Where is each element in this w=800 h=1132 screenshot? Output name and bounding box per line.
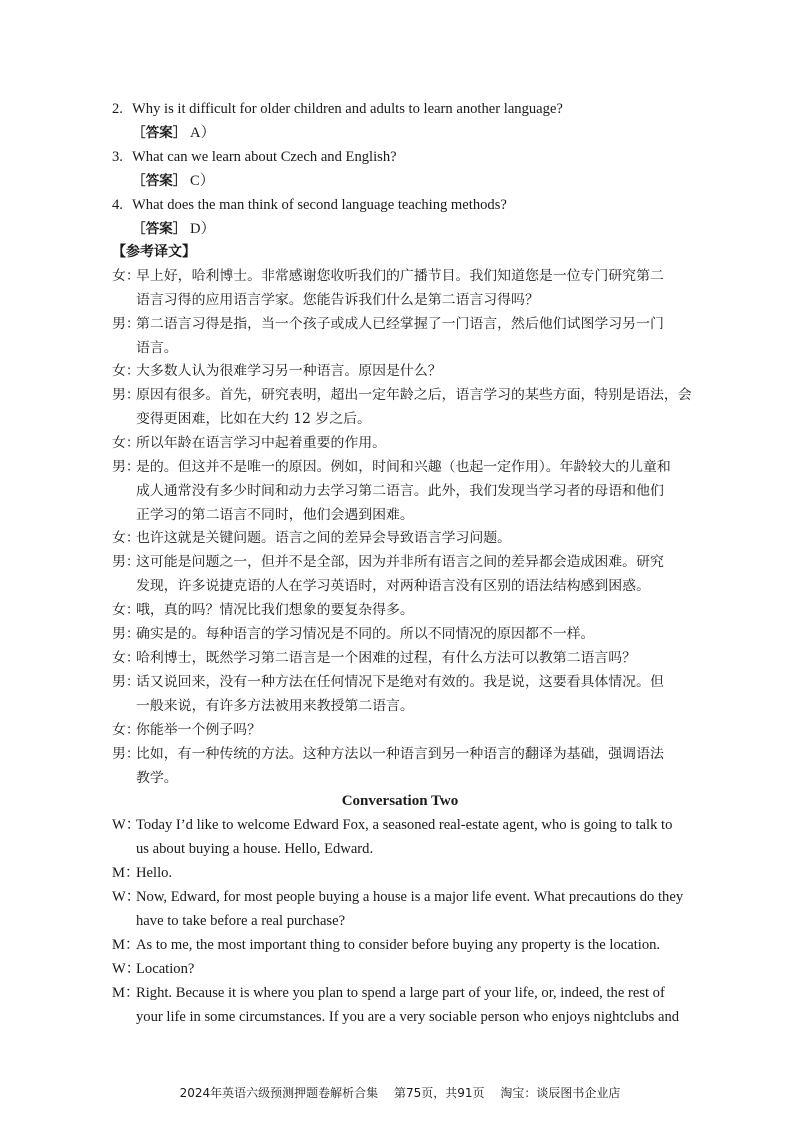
translation-line: 语言。: [136, 340, 178, 356]
dialogue-line: W：Today I’d like to welcome Edward Fox, a seasoned real-estate agent, who is going to talk to: [112, 817, 673, 833]
translation-line: 男：是的。但这并不是唯一的原因。例如，时间和兴趣（也起一定作用）。年龄较大的儿童和: [112, 459, 671, 475]
translation-line: 正学习的第二语言不同时，他们会遇到困难。: [136, 507, 414, 523]
translation-line: 男：话又说回来，没有一种方法在任何情况下是绝对有效的。我是说，这要看具体情况。但: [112, 674, 664, 690]
translation-line: 一般来说，有许多方法被用来教授第二语言。: [136, 698, 414, 714]
answer-4: ［答案］ D）: [132, 221, 216, 237]
footer-page-number: 第75页，共91页: [393, 1086, 485, 1100]
page-footer: [0, 1083, 800, 1103]
section-title: 【参考译文】: [112, 244, 196, 260]
translation-line: 女：哦，真的吗？情况比我们想象的要复杂得多。: [112, 602, 414, 618]
answer-2: ［答案］ A）: [132, 125, 216, 141]
footer-shop: 淘宝：谈辰图书企业店: [500, 1086, 621, 1100]
dialogue-line: have to take before a real purchase?: [136, 913, 346, 929]
translation-line: 女：哈利博士，既然学习第二语言是一个困难的过程，有什么方法可以教第二语言吗？: [112, 650, 637, 666]
translation-line: 女：所以年龄在语言学习中起着重要的作用。: [112, 435, 387, 451]
translation-line: 男：比如，有一种传统的方法。这种方法以一种语言到另一种语言的翻译为基础，强调语法: [112, 746, 664, 762]
translation-line: 男：这可能是问题之一，但并不是全部，因为并非所有语言之间的差异都会造成困难。研究: [112, 554, 664, 570]
question-4: 4. What does the man think of second language teaching methods?: [112, 197, 507, 213]
conversation-title: Conversation Two: [341, 793, 459, 809]
translation-line: 语言习得的应用语言学家。您能告诉我们什么是第二语言习得吗？: [136, 292, 539, 308]
dialogue-line: W：Location?: [112, 961, 195, 977]
translation-line: 发现，许多说捷克语的人在学习英语时，对两种语言没有区别的语法结构感到困惑。: [136, 578, 650, 594]
question-3: 3. What can we learn about Czech and English?: [112, 149, 397, 165]
footer-book-title: 2024年英语六级预测押题卷解析合集: [179, 1086, 379, 1100]
dialogue-line: us about buying a house. Hello, Edward.: [136, 841, 374, 857]
answer-3: ［答案］ C）: [132, 173, 215, 189]
translation-line: 成人通常没有多少时间和动力去学习第二语言。此外，我们发现当学习者的母语和他们: [136, 483, 664, 499]
translation-line: 变得更困难，比如在大约 12 岁之后。: [136, 411, 371, 427]
translation-line: 男：第二语言习得是指，当一个孩子或成人已经掌握了一门语言，然后他们试图学习另一门: [112, 316, 664, 332]
translation-line: 女：早上好，哈利博士。非常感谢您收听我们的广播节目。我们知道您是一位专门研究第二: [112, 268, 664, 284]
translation-line: 女：你能举一个例子吗？: [112, 722, 262, 738]
translation-line: 男：确实是的。每种语言的学习情况是不同的。所以不同情况的原因都不一样。: [112, 626, 595, 642]
translation-line: 女：大多数人认为很难学习另一种语言。原因是什么？: [112, 363, 442, 379]
translation-line: 女：也许这就是关键问题。语言之间的差异会导致语言学习问题。: [112, 530, 512, 546]
dialogue-line: M：Hello.: [112, 865, 173, 881]
dialogue-line: M：Right. Because it is where you plan to spend a large part of your life, or, indeed, the rest of: [112, 985, 665, 1001]
dialogue-line: your life in some circumstances. If you are a very sociable person who enjoys nightclubs and: [136, 1009, 680, 1025]
dialogue-line: M：As to me, the most important thing to consider before buying any property is the location.: [112, 937, 661, 953]
dialogue-line: W：Now, Edward, for most people buying a house is a major life event. What precautions do they: [112, 889, 684, 905]
question-2: 2. Why is it difficult for older children and adults to learn another language?: [112, 101, 563, 117]
translation-line: 教学。: [136, 770, 178, 786]
translation-line: 男：原因有很多。首先，研究表明，超出一定年龄之后，语言学习的某些方面，特别是语法，会: [112, 387, 692, 403]
